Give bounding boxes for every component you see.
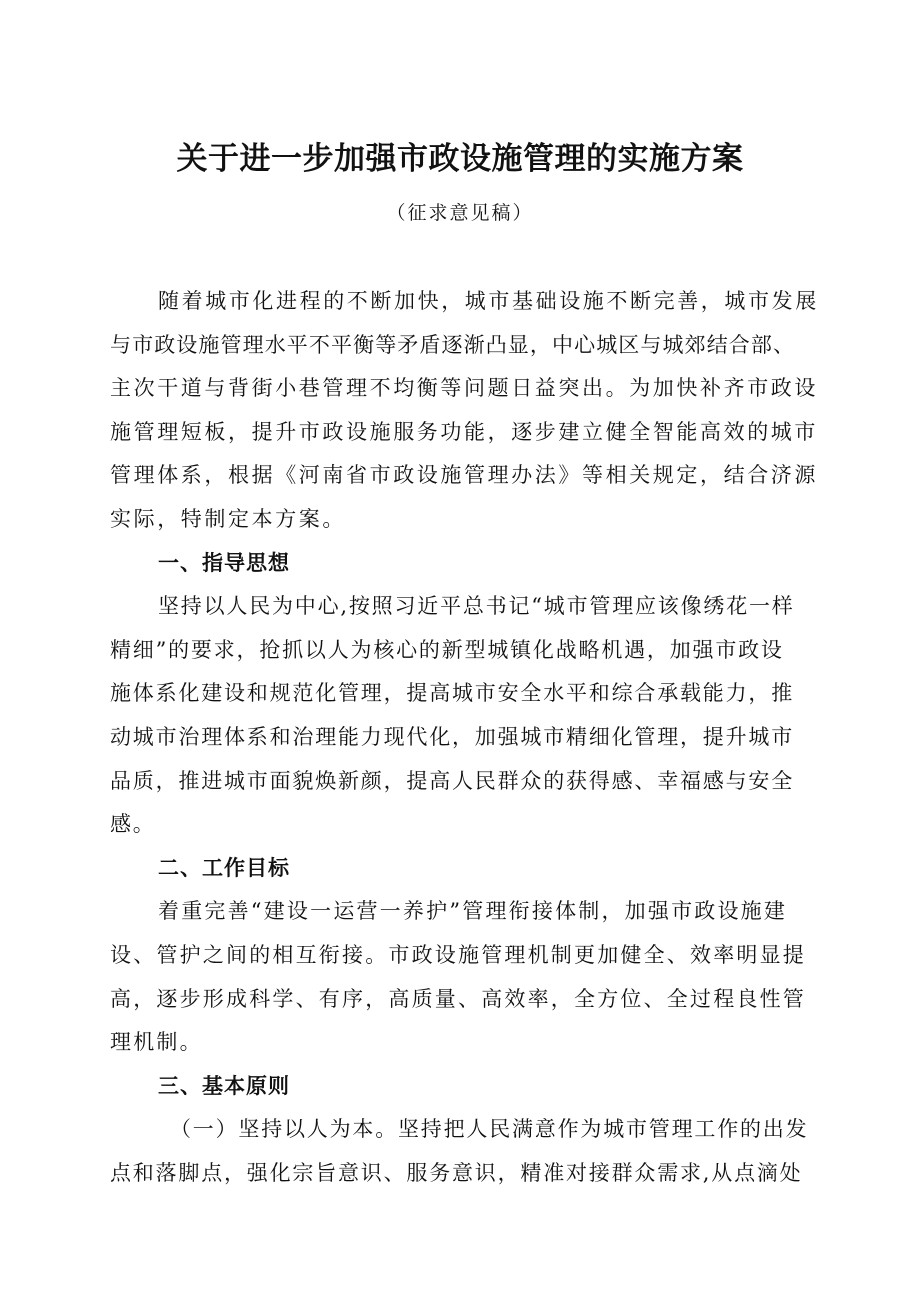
section2-paragraph: [110, 890, 814, 1064]
document-body: [110, 280, 819, 1195]
section1-paragraph: [110, 585, 814, 847]
text-line: 感。: [110, 812, 156, 837]
text-line: 设、管护之间的相互衔接。市政设施管理机制更加健全、效率明显提: [110, 942, 806, 967]
section-heading-basic-principles: 三、基本原则: [158, 1073, 290, 1098]
text-line: 实际，特制定本方案。: [110, 506, 346, 531]
intro-paragraph: [110, 280, 819, 542]
text-line: 施管理短板，提升市政设施服务功能，逐步建立健全智能高效的城市: [110, 419, 818, 444]
text-line: 点和落脚点，强化宗旨意识、服务意识，精准对接群众需求,从点滴处: [110, 1160, 803, 1185]
section3-paragraph: [110, 1108, 814, 1195]
text-line: 管理体系，根据《河南省市政设施管理办法》等相关规定，结合济源: [110, 463, 818, 488]
text-line: 主次干道与背街小巷管理不均衡等问题日益突出。为加快补齐市政设: [110, 376, 818, 401]
text-line: 高，逐步形成科学、有序，高质量、高效率，全方位、全过程良性管: [110, 986, 806, 1011]
text-line: 随着城市化进程的不断加快，城市基础设施不断完善，城市发展: [158, 289, 819, 313]
text-line: 施体系化建设和规范化管理，提高城市安全水平和综合承载能力，推: [110, 681, 794, 706]
section-heading-work-goals: 二、工作目标: [158, 855, 290, 880]
section-heading-guiding-ideology: 一、指导思想: [158, 550, 290, 575]
text-line: 理机制。: [110, 1030, 203, 1055]
document-subtitle: （征求意见稿）: [386, 202, 534, 224]
text-line: 品质，推进城市面貌焕新颜，提高人民群众的获得感、幸福感与安全: [110, 768, 794, 793]
text-line: 着重完善“建设一运营一养护”管理衔接体制，加强市政设施建: [158, 899, 788, 924]
text-line: 坚持以人民为中心,按照习近平总书记“城市管理应该像绣花一样: [158, 594, 795, 619]
text-line: 精细”的要求，抢抓以人为核心的新型城镇化战略机遇，加强市政设: [110, 637, 784, 662]
text-line: 与市政设施管理水平不平衡等矛盾逐渐凸显，中心城区与城郊结合部、: [110, 332, 796, 357]
text-line: （一）坚持以人为本。坚持把人民满意作为城市管理工作的出发: [170, 1117, 809, 1142]
text-line: 动城市治理体系和治理能力现代化，加强城市精细化管理，提升城市: [110, 724, 794, 749]
document-title: 关于进一步加强市政设施管理的实施方案: [176, 141, 744, 177]
